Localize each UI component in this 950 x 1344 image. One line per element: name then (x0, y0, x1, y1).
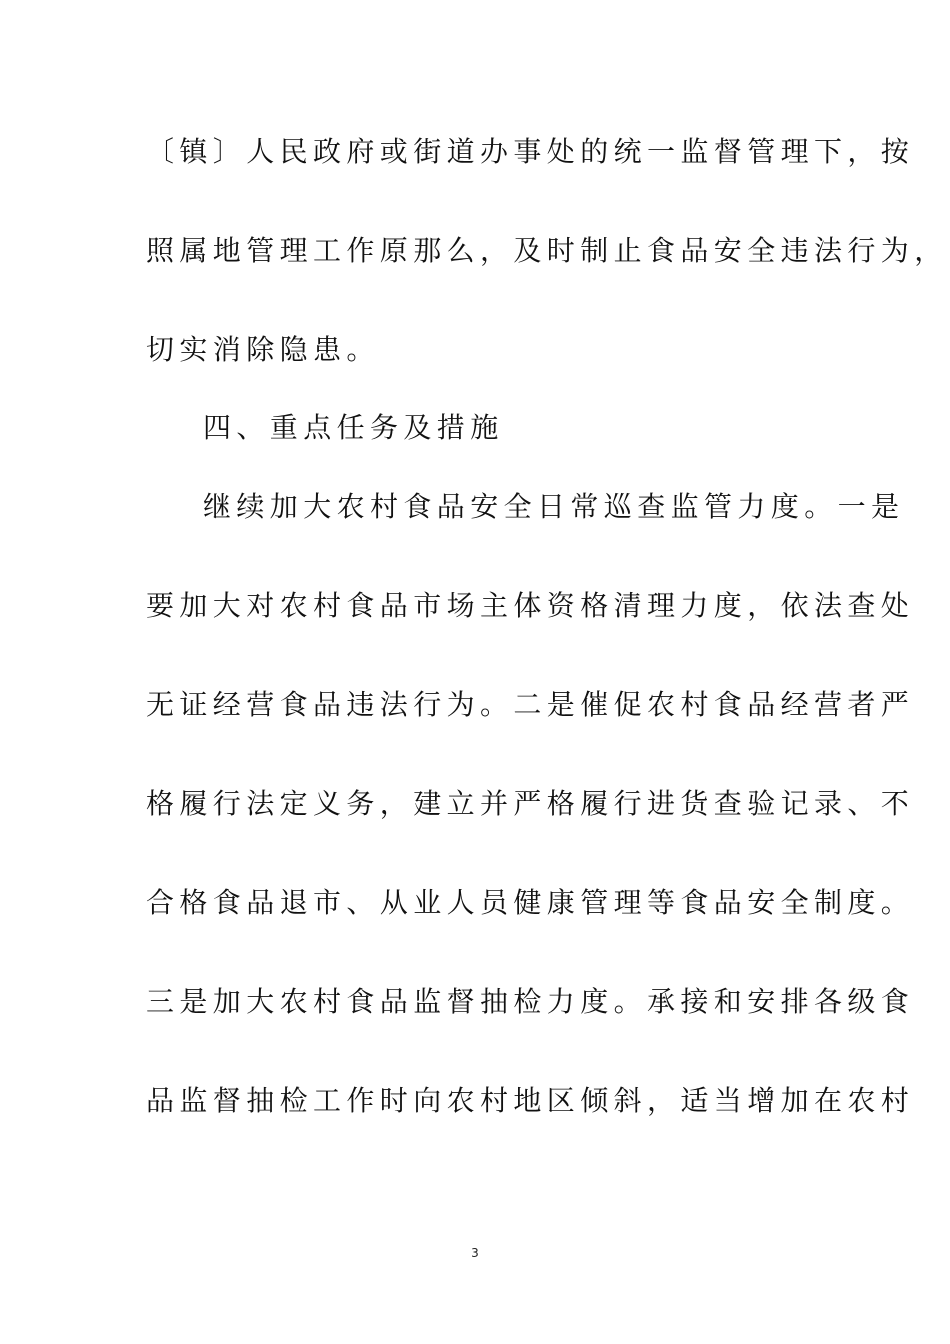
page-number: 3 (471, 1246, 479, 1260)
section-heading: 四、重点任务及措施 (203, 411, 504, 444)
body-text-line: 品监督抽检工作时向农村地区倾斜，适当增加在农村 (146, 1084, 915, 1117)
body-text-line: 合格食品退市、从业人员健康管理等食品安全制度。 (146, 886, 915, 919)
body-text-line: 切实消除隐患。 (146, 333, 380, 366)
body-text-line: 照属地管理工作原那么，及时制止食品安全违法行为， (146, 234, 948, 267)
body-text-line: 〔镇〕人民政府或街道办事处的统一监督管理下，按 (146, 135, 915, 168)
body-text-line: 要加大对农村食品市场主体资格清理力度，依法查处 (146, 589, 915, 622)
body-text-line: 三是加大农村食品监督抽检力度。承接和安排各级食 (146, 985, 915, 1018)
body-text-line: 格履行法定义务，建立并严格履行进货查验记录、不 (146, 787, 915, 820)
paragraph-first-line: 继续加大农村食品安全日常巡查监管力度。一是 (203, 490, 905, 523)
body-text-line: 无证经营食品违法行为。二是催促农村食品经营者严 (146, 688, 915, 721)
